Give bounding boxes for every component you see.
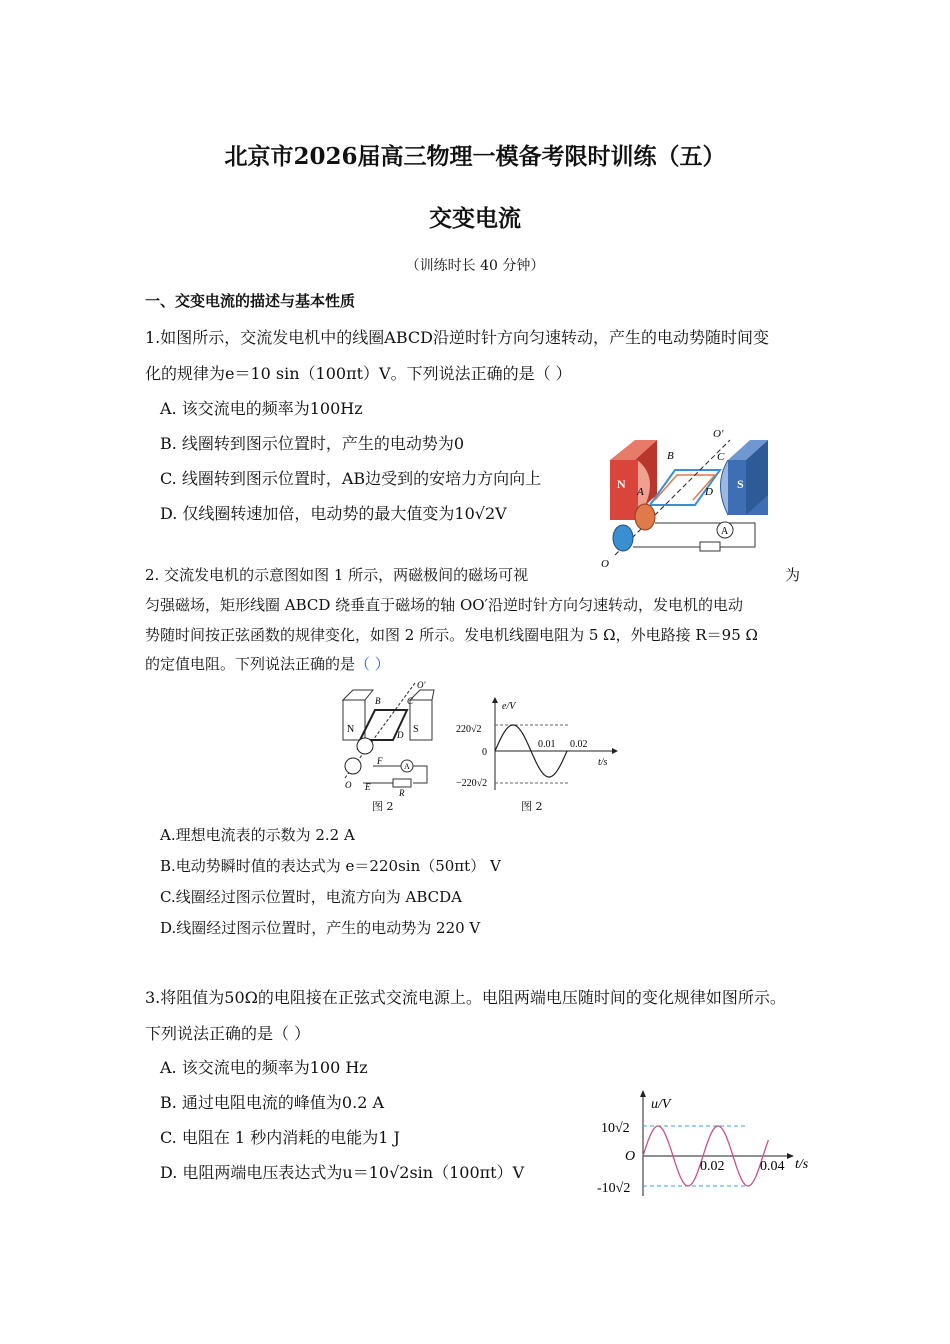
q3-graph-ymin: -10√2 (597, 1181, 631, 1196)
coil-label-c: C (717, 451, 725, 463)
q3-option-b: B. 通过电阻电流的峰值为0.2 A (160, 1093, 385, 1112)
q2-graph-t2: 0.02 (570, 739, 588, 750)
q2-stem-line1: 2. 交流发电机的示意图如图 1 所示，两磁极间的磁场可视 (145, 566, 529, 584)
q2-option-d: D.线圈经过图示位置时，产生的电动势为 220 V (160, 919, 481, 937)
q2-figure1 (335, 678, 435, 796)
q1-stem-line2: 化的规律为e＝10 sin（100πt）V。下列说法正确的是（ ） (145, 364, 572, 383)
q2-graph-t1: 0.01 (538, 739, 556, 750)
coil-label-a: A (637, 486, 644, 498)
fig1-r-label: R (399, 788, 405, 796)
q2-stem-line2: 匀强磁场，矩形线圈 ABCD 绕垂直于磁场的轴 OO′沿逆时针方向匀速转动，发电机的电动 (145, 596, 743, 614)
q2-fig1-caption: 图 2 (372, 800, 394, 813)
resistor (700, 542, 720, 551)
coil-label-d: D (705, 486, 713, 498)
q3-graph-ymax: 10√2 (601, 1121, 630, 1136)
q3-option-a: A. 该交流电的频率为100 Hz (160, 1058, 368, 1077)
q1-stem-line1: 1.如图所示，交流发电机中的线圈ABCD沿逆时针方向匀速转动，产生的电动势随时间变 (145, 328, 769, 347)
q3-stem-line1: 3.将阻值为50Ω的电阻接在正弦式交流电源上。电阻两端电压随时间的变化规律如图所示。 (145, 988, 786, 1007)
q1-option-c: C. 线圈转到图示位置时，AB边受到的安培力方向向上 (160, 469, 542, 488)
q2-graph-ymax: 220√2 (456, 724, 482, 735)
q2-option-a: A.理想电流表的示数为 2.2 A (160, 826, 355, 844)
q2-option-c: C.线圈经过图示位置时，电流方向为 ABCDA (160, 888, 462, 906)
q2-stem-text: 的定值电阻。下列说法正确的是 (145, 655, 356, 673)
q1-option-d: D. 仅线圈转速加倍，电动势的最大值变为10√2V (160, 504, 507, 523)
north-pole-label: N (617, 477, 626, 491)
fig1-n-label: N (347, 724, 355, 735)
page-title: 北京市2026届高三物理一模备考限时训练（五） (224, 143, 726, 170)
q2-answer-paren: （ ） (355, 655, 390, 673)
ammeter-label: A (721, 526, 729, 537)
q2-graph-ymin: −220√2 (456, 778, 488, 789)
q3-option-c: C. 电阻在 1 秒内消耗的电能为1 J (160, 1128, 400, 1147)
q2-graph-xlabel: t/s (598, 757, 608, 768)
q2-stem-line1-end: 为 (785, 566, 801, 584)
q2-option-b: B.电动势瞬时值的表达式为 e＝220sin（50πt） V (160, 857, 501, 875)
fig1-f-label: F (377, 756, 383, 766)
fig1-b-label: B (375, 696, 381, 706)
q3-graph-ylabel: u/V (651, 1097, 671, 1112)
q3-stem-line2: 下列说法正确的是（ ） (145, 1024, 311, 1043)
q2-stem-line3: 势随时间按正弦函数的规律变化，如图 2 所示。发电机线圈电阻为 5 Ω，外电路接 R＝95 Ω (145, 626, 758, 644)
fig1-s-label: S (413, 724, 419, 735)
q3-graph-t1: 0.02 (700, 1159, 725, 1174)
axis-label-o: O (601, 558, 609, 570)
q3-option-d: D. 电阻两端电压表达式为u＝10√2sin（100πt）V (160, 1163, 525, 1182)
q2-graph-ylabel: e/V (502, 701, 516, 712)
q3-voltage-graph (595, 1088, 820, 1198)
q3-graph-origin: O (625, 1149, 636, 1164)
fig1-c-label: C (407, 696, 414, 706)
q1-option-a: A. 该交流电的频率为100Hz (160, 399, 363, 418)
axis-label-o-prime: O' (713, 428, 724, 440)
south-pole-label: S (737, 477, 744, 491)
q3-graph-t2: 0.04 (760, 1159, 785, 1174)
fig1-d-label: D (397, 730, 404, 740)
fig1-e-label: E (365, 782, 371, 792)
q1-option-b: B. 线圈转到图示位置时，产生的电动势为0 (160, 434, 465, 453)
q1-generator-figure (595, 425, 785, 570)
q2-figure2-graph (450, 695, 620, 793)
q2-stem-line4 (145, 653, 390, 674)
fig1-oprime-label: O' (417, 680, 426, 690)
page-subtitle: 交变电流 (429, 205, 521, 232)
section-heading: 一、交变电流的描述与基本性质 (145, 292, 356, 310)
q2-graph-zero: 0 (482, 747, 487, 758)
fig1-o-label: O (345, 780, 352, 790)
q2-fig2-caption: 图 2 (521, 800, 543, 813)
coil-label-b: B (667, 450, 674, 462)
q3-graph-xlabel: t/s (795, 1157, 809, 1172)
fig1-ammeter-label: A (404, 762, 410, 771)
duration-note: （训练时长 40 分钟） (405, 258, 545, 274)
